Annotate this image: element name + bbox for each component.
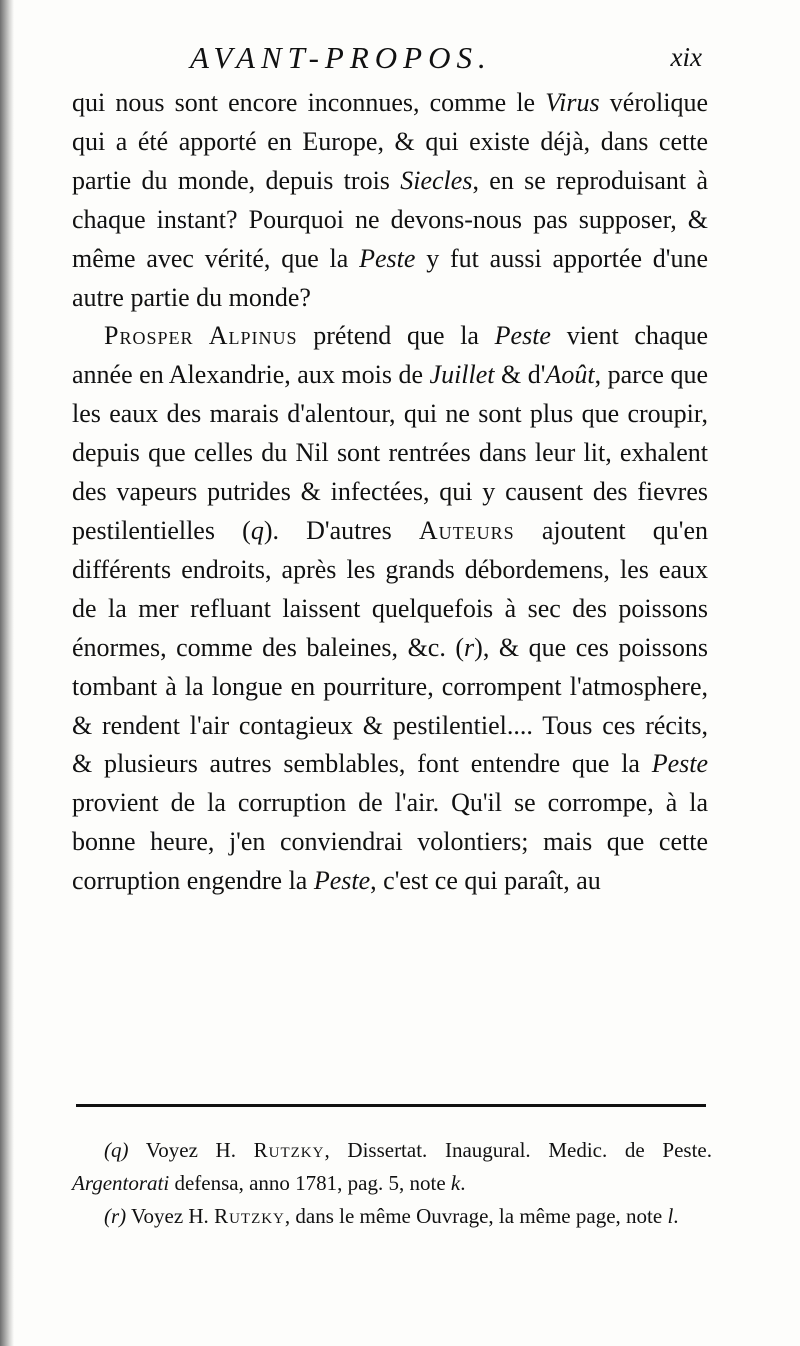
text-run: & d' <box>494 360 546 390</box>
text-run: Voyez H. <box>128 1138 254 1162</box>
text-run: Voyez H. <box>126 1204 215 1228</box>
paragraph-continuation <box>72 84 708 317</box>
footnote-r <box>72 1200 712 1233</box>
footnote-mark: (r) <box>104 1204 127 1228</box>
author-name: Rutzky <box>214 1204 285 1228</box>
text-run: ), & que ces poissons tombant à la longue en pourriture, corrompent l'atmosphere, & rendent l'air contagieux & pestilentiel.... Tous ces récits, & plusieurs autres semblables, font entendre que la <box>72 632 709 779</box>
body-text <box>72 84 708 901</box>
italic-term: Peste <box>651 749 708 779</box>
italic-term: Peste <box>313 866 371 896</box>
text-run: defensa, anno 1781, pag. 5, note <box>169 1171 451 1195</box>
text-run: , en se reproduisant à chaque instant? Pourquoi ne devons-nous pas supposer, & même avec vérité, que la <box>72 165 708 273</box>
text-run: , c'est ce qui paraît, au <box>370 866 601 896</box>
note-letter: k <box>450 1171 461 1195</box>
footnote-ref-q: q <box>250 515 264 545</box>
text-run: . <box>673 1204 679 1228</box>
gutter-shadow <box>0 0 14 1346</box>
text-run: ). D'autres <box>263 515 419 545</box>
text-run: prétend que la <box>297 321 495 351</box>
running-head: AVANT-PROPOS. <box>190 40 492 75</box>
text-run: vient chaque année en Alexandrie, aux mois de <box>72 321 709 390</box>
text-run: , Dissertat. Inaugural. Medic. de Peste. <box>324 1138 712 1162</box>
text-run: qui nous sont encore inconnues, comme le <box>72 88 546 117</box>
footnote-ref-r: r <box>464 632 475 662</box>
author-name: Prosper Alpinus <box>104 321 298 351</box>
note-letter: l <box>667 1204 674 1228</box>
small-caps-term: Auteurs <box>418 515 515 545</box>
footnotes <box>72 1134 712 1233</box>
footnote-rule <box>76 1104 706 1107</box>
text-run: vérolique qui a été apporté en Europe, & qui existe déjà, dans cette partie du monde, depuis trois <box>72 88 708 195</box>
text-run: . <box>460 1171 466 1195</box>
italic-term: Peste <box>359 243 416 273</box>
text-run: , parce que les eaux des marais d'alentour, qui ne sont plus que croupir, depuis que celles du Nil sont rentrées dans leur lit, exhalent des vapeurs putrides & infectées, qui y causent des fievres pestilentielles ( <box>72 360 708 545</box>
italic-term: Virus <box>545 88 600 117</box>
italic-term: Juillet <box>429 360 495 390</box>
author-name: Rutzky <box>253 1138 325 1162</box>
page-number: xix <box>670 42 702 72</box>
text-run: y fut aussi apportée d'une autre partie du monde? <box>72 243 708 312</box>
italic-term: Août <box>545 360 595 390</box>
italic-term: Siecles <box>400 165 473 195</box>
paragraph-alpinus <box>72 317 708 901</box>
text-run: , dans le même Ouvrage, la même page, note <box>284 1204 668 1228</box>
italic-term: Peste <box>494 321 551 351</box>
footnote-q <box>72 1134 712 1200</box>
text-run: provient de la corruption de l'air. Qu'il se corrompe, à la bonne heure, j'en conviendrai volontiers; mais que cette corruption engendre la <box>72 788 708 896</box>
italic-term: Argentorati <box>72 1171 170 1195</box>
page-header <box>190 40 710 86</box>
footnote-mark: (q) <box>104 1138 129 1162</box>
text-run: ajoutent qu'en différents endroits, après les grands débordemens, les eaux de la mer refluant laissent quelquefois à sec des poissons énormes, comme des baleines, &c. ( <box>72 515 708 662</box>
